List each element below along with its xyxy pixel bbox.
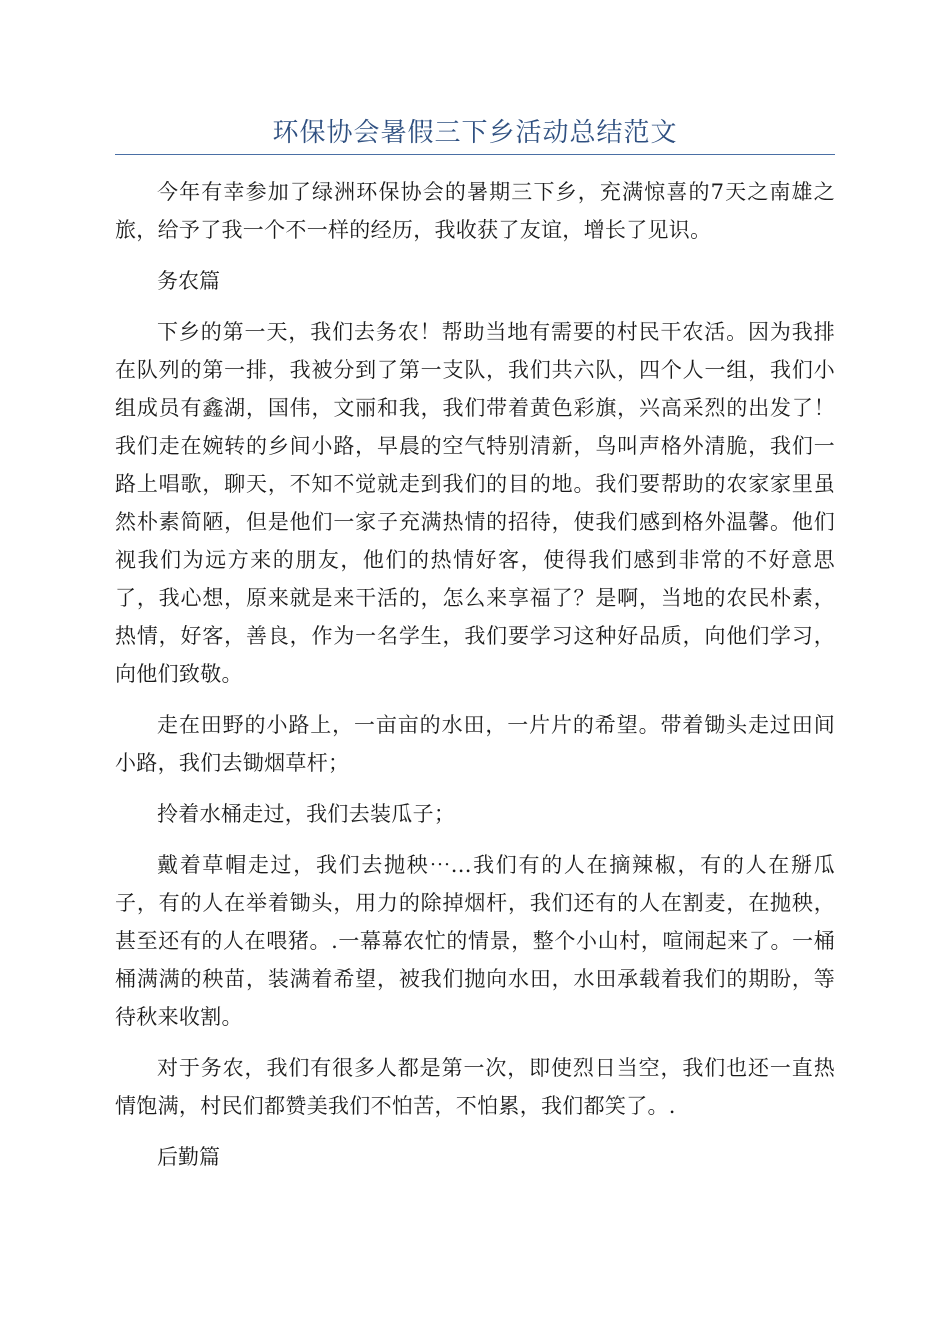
document-title: 环保协会暑假三下乡活动总结范文 [272, 118, 678, 148]
paragraph-first-day: 下乡的第一天，我们去务农！帮助当地有需要的村民干农活。因为我排在队列的第一排，我被分到了第一支队，我们共六队，四个人一组，我们小组成员有鑫湖，国伟，文丽和我，我们带着黄色彩旗，兴高采烈的出发了！我们走在婉转的乡间小路，早晨的空气特别清新，鸟叫声格外清脆，我们一路上唱歌，聊天，不知不觉就走到我们的目的地。我们要帮助的农家家里虽然朴素简陋，但是他们一家子充满热情的招待，使我们感到格外温馨。他们视我们为远方来的朋友，他们的热情好客，使得我们感到非常的不好意思了，我心想，原来就是来干活的，怎么来享福了？是啊，当地的农民朴素，热情，好客，善良，作为一名学生，我们要学习这种好品质，向他们学习，向他们致敬。 [115, 320, 835, 686]
section-heading-logistics: 后勤篇 [157, 1145, 220, 1169]
paragraph-field-path: 走在田野的小路上，一亩亩的水田，一片片的希望。带着锄头走过田间小路，我们去锄烟草杆； [115, 713, 835, 775]
paragraph-farming-summary: 对于务农，我们有很多人都是第一次，即使烈日当空，我们也还一直热情饱满，村民们都赞美我们不怕苦，不怕累，我们都笑了。. [115, 1056, 835, 1118]
paragraph-intro: 今年有幸参加了绿洲环保协会的暑期三下乡，充满惊喜的7天之南雄之旅，给予了我一个不一样的经历，我收获了友谊，增长了见识。 [115, 180, 835, 242]
paragraph-water-bucket: 拎着水桶走过，我们去装瓜子； [157, 802, 456, 826]
title-underline [115, 154, 835, 155]
document-body [115, 173, 835, 1189]
section-heading-farming: 务农篇 [157, 269, 220, 293]
paragraph-straw-hat: 戴着草帽走过，我们去抛秧⋯...我们有的人在摘辣椒，有的人在掰瓜子，有的人在举着锄头，用力的除掉烟杆，我们还有的人在割麦，在抛秧，甚至还有的人在喂猪。.一幕幕农忙的情景，整个小山村，喧闹起来了。一桶桶满满的秧苗，装满着希望，被我们抛向水田，水田承载着我们的期盼，等待秋来收割。 [115, 853, 835, 1029]
